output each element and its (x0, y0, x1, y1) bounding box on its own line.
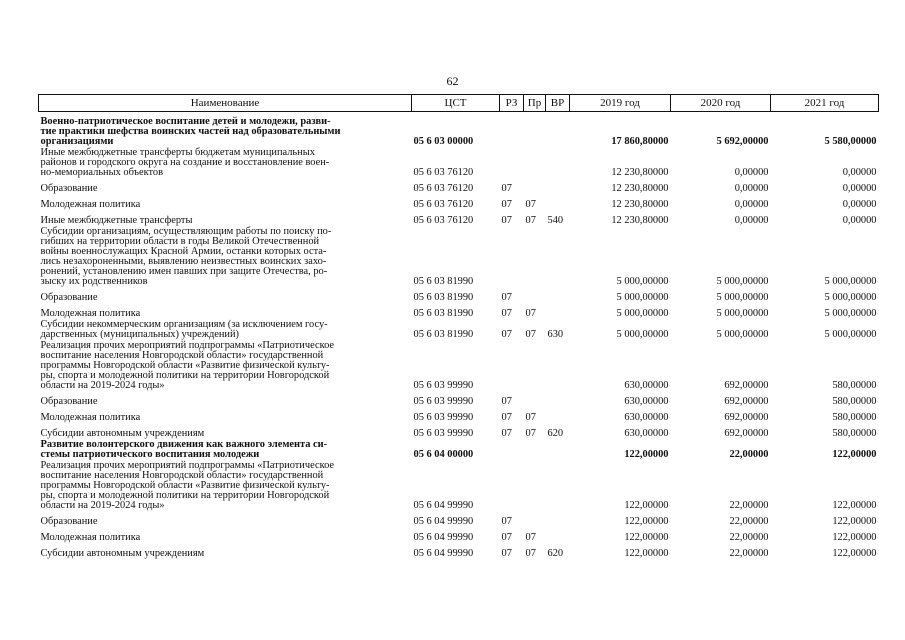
cell-vr (546, 511, 570, 527)
cell-cst: 05 6 04 00000 (413, 449, 474, 460)
cell-rz: 07 (501, 532, 512, 543)
cell-2020: 22,00000 (729, 449, 769, 460)
cell-2021: 0,00000 (842, 183, 877, 194)
cell-name (39, 210, 412, 226)
cell-2020: 0,00000 (734, 183, 769, 194)
cell-2021: 580,00000 (832, 428, 877, 439)
cell-vr (546, 439, 570, 460)
cell-2019: 5 000,00000 (616, 276, 669, 287)
cell-pr (524, 439, 546, 460)
cell-pr: 07 (525, 215, 536, 226)
cell-name-line: Субсидии автономным учреждениям (40, 548, 205, 559)
table-header-row (39, 95, 879, 112)
cell-name (39, 423, 412, 439)
cell-pr (524, 178, 546, 194)
cell-2019: 12 230,80000 (611, 199, 669, 210)
cell-name (39, 287, 412, 303)
cell-cst: 05 6 03 81990 (413, 276, 474, 287)
cell-pr (524, 460, 546, 511)
cell-cst: 05 6 03 76120 (413, 199, 474, 210)
cell-name-line: Образование (40, 516, 98, 527)
cell-name-line: Молодежная политика (40, 199, 141, 210)
header-rz: РЗ (500, 95, 524, 112)
cell-2021: 0,00000 (842, 167, 877, 178)
cell-rz (500, 226, 524, 287)
header-pr: Пр (524, 95, 546, 112)
cell-name-line: Молодежная политика (40, 308, 141, 319)
cell-pr (524, 287, 546, 303)
table-row (39, 423, 879, 439)
cell-rz: 07 (501, 183, 512, 194)
header-name: Наименование (39, 95, 412, 112)
cell-2019: 5 000,00000 (616, 329, 669, 340)
cell-cst: 05 6 03 76120 (413, 167, 474, 178)
cell-vr (546, 147, 570, 178)
cell-name-line: зыску их родственников (40, 276, 148, 287)
cell-vr (546, 178, 570, 194)
table-row (39, 210, 879, 226)
cell-rz (500, 439, 524, 460)
cell-2021: 5 000,00000 (824, 292, 877, 303)
cell-2019: 12 230,80000 (611, 167, 669, 178)
cell-name-line: Субсидии автономным учреждениям (40, 428, 205, 439)
cell-2019: 17 860,80000 (611, 136, 669, 147)
cell-2021: 580,00000 (832, 396, 877, 407)
cell-2021: 5 000,00000 (824, 276, 877, 287)
cell-rz (500, 147, 524, 178)
cell-cst: 05 6 03 76120 (413, 215, 474, 226)
cell-name (39, 319, 412, 340)
cell-name-line: области на 2019-2024 годы» (40, 500, 165, 511)
cell-cst: 05 6 03 81990 (413, 308, 474, 319)
cell-name-line: районов и городского округа на создание и восстановление воен- (40, 157, 330, 168)
cell-vr (546, 527, 570, 543)
cell-2020: 5 000,00000 (716, 292, 769, 303)
cell-2021: 122,00000 (832, 449, 877, 460)
table-row (39, 340, 879, 391)
header-vr: ВР (546, 95, 570, 112)
cell-name-line: Военно-патриотическое воспитание детей и молодежи, разви- (40, 116, 331, 127)
cell-name-line: ры, спорта и молодежной политики на территории Новгородской (40, 370, 330, 381)
cell-name-line: области на 2019-2024 годы» (40, 380, 165, 391)
table-row (39, 391, 879, 407)
cell-name-line: тие практики шефства воинских частей над образовательными (40, 126, 341, 137)
cell-rz: 07 (501, 516, 512, 527)
cell-name (39, 340, 412, 391)
cell-name-line: программы Новгородской области «Развитие физической культу- (40, 480, 330, 491)
header-cst: ЦСТ (412, 95, 500, 112)
cell-pr: 07 (525, 308, 536, 319)
cell-rz: 07 (501, 215, 512, 226)
cell-cst: 05 6 03 81990 (413, 292, 474, 303)
cell-2021: 0,00000 (842, 199, 877, 210)
cell-2021: 580,00000 (832, 412, 877, 423)
cell-2020: 22,00000 (729, 500, 769, 511)
cell-name-line: Молодежная политика (40, 412, 141, 423)
cell-name (39, 460, 412, 511)
cell-2019: 122,00000 (624, 532, 669, 543)
cell-name (39, 194, 412, 210)
cell-name-line: Иные межбюджетные трансферты бюджетам муниципальных (40, 147, 315, 158)
table-row (39, 116, 879, 147)
cell-2020: 5 692,00000 (716, 136, 769, 147)
cell-vr (546, 407, 570, 423)
cell-rz (500, 116, 524, 147)
cell-pr (524, 116, 546, 147)
cell-2020: 0,00000 (734, 215, 769, 226)
cell-name-line: Развитие волонтерского движения как важного элемента си- (40, 439, 328, 450)
table-row (39, 287, 879, 303)
table-row (39, 303, 879, 319)
table-row (39, 319, 879, 340)
cell-name-line: дарственных (муниципальных) учреждений) (40, 329, 240, 340)
cell-2019: 5 000,00000 (616, 308, 669, 319)
cell-2019: 630,00000 (624, 396, 669, 407)
cell-2019: 122,00000 (624, 548, 669, 559)
cell-2020: 692,00000 (724, 396, 769, 407)
cell-name (39, 407, 412, 423)
cell-2019: 630,00000 (624, 428, 669, 439)
cell-rz (500, 340, 524, 391)
cell-pr: 07 (525, 548, 536, 559)
cell-cst: 05 6 03 99990 (413, 396, 474, 407)
table-row (39, 527, 879, 543)
cell-2021: 5 000,00000 (824, 308, 877, 319)
cell-2020: 692,00000 (724, 428, 769, 439)
cell-vr (546, 303, 570, 319)
cell-name-line: Реализация прочих мероприятий подпрограммы «Патриотическое (40, 460, 335, 471)
cell-2021: 122,00000 (832, 516, 877, 527)
cell-pr (524, 147, 546, 178)
cell-vr: 540 (547, 215, 564, 226)
cell-cst: 05 6 04 99990 (413, 532, 474, 543)
cell-2020: 5 000,00000 (716, 329, 769, 340)
cell-name (39, 511, 412, 527)
table-row (39, 194, 879, 210)
cell-name-line: Субсидии некоммерческим организациям (за исключением госу- (40, 319, 328, 330)
cell-2019: 12 230,80000 (611, 215, 669, 226)
cell-cst: 05 6 04 99990 (413, 548, 474, 559)
cell-2020: 692,00000 (724, 412, 769, 423)
cell-name (39, 527, 412, 543)
cell-2019: 5 000,00000 (616, 292, 669, 303)
header-2021: 2021 год (771, 95, 879, 112)
cell-name-line: Субсидии организациям, осуществляющим работы по поиску по- (40, 226, 332, 237)
cell-2019: 122,00000 (624, 500, 669, 511)
cell-pr (524, 226, 546, 287)
cell-cst: 05 6 03 99990 (413, 380, 474, 391)
cell-cst: 05 6 03 81990 (413, 329, 474, 340)
cell-name-line: организациями (40, 136, 114, 147)
page-number: 62 (446, 74, 459, 88)
cell-2021: 0,00000 (842, 215, 877, 226)
cell-vr: 630 (547, 329, 564, 340)
cell-pr: 07 (525, 532, 536, 543)
cell-2019: 630,00000 (624, 380, 669, 391)
cell-name (39, 147, 412, 178)
cell-rz: 07 (501, 428, 512, 439)
table-row (39, 543, 879, 559)
cell-2021: 5 000,00000 (824, 329, 877, 340)
cell-name (39, 178, 412, 194)
cell-name-line: Образование (40, 183, 98, 194)
cell-2020: 692,00000 (724, 380, 769, 391)
cell-vr (546, 116, 570, 147)
cell-2020: 0,00000 (734, 199, 769, 210)
header-2019: 2019 год (570, 95, 671, 112)
cell-rz: 07 (501, 199, 512, 210)
cell-rz: 07 (501, 396, 512, 407)
cell-2021: 122,00000 (832, 548, 877, 559)
cell-2019: 12 230,80000 (611, 183, 669, 194)
cell-pr: 07 (525, 428, 536, 439)
cell-cst: 05 6 03 99990 (413, 412, 474, 423)
cell-name-line: ры, спорта и молодежной политики на территории Новгородской (40, 490, 330, 501)
cell-name-line: Реализация прочих мероприятий подпрограммы «Патриотическое (40, 340, 335, 351)
cell-cst: 05 6 03 76120 (413, 183, 474, 194)
cell-cst: 05 6 04 99990 (413, 516, 474, 527)
table-row (39, 147, 879, 178)
cell-rz: 07 (501, 329, 512, 340)
cell-name (39, 116, 412, 147)
cell-name-line: гибших на территории области в годы Великой Отечественной (40, 236, 320, 247)
cell-name-line: войны военнослужащих Красной Армии, останки которых оста- (40, 246, 327, 257)
cell-2021: 5 580,00000 (824, 136, 877, 147)
cell-rz: 07 (501, 292, 512, 303)
cell-name-line: программы Новгородской области «Развитие физической культу- (40, 360, 330, 371)
table-row (39, 178, 879, 194)
cell-cst: 05 6 03 00000 (413, 136, 474, 147)
cell-name (39, 391, 412, 407)
cell-2020: 22,00000 (729, 516, 769, 527)
budget-table (38, 94, 879, 559)
cell-cst: 05 6 03 99990 (413, 428, 474, 439)
cell-2020: 0,00000 (734, 167, 769, 178)
table-row (39, 511, 879, 527)
cell-2019: 630,00000 (624, 412, 669, 423)
table-row (39, 407, 879, 423)
cell-vr: 620 (547, 428, 564, 439)
table-body (39, 112, 879, 560)
cell-rz (500, 460, 524, 511)
cell-name-line: воспитание населения Новгородской области» государственной (40, 470, 324, 481)
cell-rz: 07 (501, 548, 512, 559)
header-2020: 2020 год (671, 95, 771, 112)
table-row (39, 439, 879, 460)
cell-cst: 05 6 04 99990 (413, 500, 474, 511)
cell-name-line: ронений, установлению имен павших при защите Отечества, ро- (40, 266, 328, 277)
cell-2021: 122,00000 (832, 532, 877, 543)
cell-vr (546, 287, 570, 303)
cell-name (39, 303, 412, 319)
cell-2020: 5 000,00000 (716, 276, 769, 287)
cell-name-line: Молодежная политика (40, 532, 141, 543)
cell-2021: 122,00000 (832, 500, 877, 511)
cell-name-line: стемы патриотического воспитания молодежи (40, 449, 260, 460)
cell-vr (546, 194, 570, 210)
cell-vr (546, 391, 570, 407)
cell-rz: 07 (501, 412, 512, 423)
cell-vr (546, 226, 570, 287)
table-row (39, 460, 879, 511)
cell-name-line: лись незахороненными, выявлению неизвестных воинских захо- (40, 256, 327, 267)
cell-2019: 122,00000 (624, 516, 669, 527)
cell-name-line: но-мемориальных объектов (40, 167, 164, 178)
cell-2019: 122,00000 (624, 449, 669, 460)
cell-name (39, 226, 412, 287)
cell-pr: 07 (525, 329, 536, 340)
cell-vr (546, 460, 570, 511)
cell-name-line: воспитание населения Новгородской области» государственной (40, 350, 324, 361)
cell-name (39, 543, 412, 559)
cell-name-line: Иные межбюджетные трансферты (40, 215, 193, 226)
table-row (39, 226, 879, 287)
cell-rz: 07 (501, 308, 512, 319)
cell-vr: 620 (547, 548, 564, 559)
cell-pr (524, 391, 546, 407)
cell-pr (524, 511, 546, 527)
cell-name-line: Образование (40, 396, 98, 407)
cell-name (39, 439, 412, 460)
cell-2020: 5 000,00000 (716, 308, 769, 319)
cell-2020: 22,00000 (729, 532, 769, 543)
cell-2021: 580,00000 (832, 380, 877, 391)
cell-2020: 22,00000 (729, 548, 769, 559)
cell-pr: 07 (525, 412, 536, 423)
cell-name-line: Образование (40, 292, 98, 303)
cell-vr (546, 340, 570, 391)
cell-pr: 07 (525, 199, 536, 210)
cell-pr (524, 340, 546, 391)
